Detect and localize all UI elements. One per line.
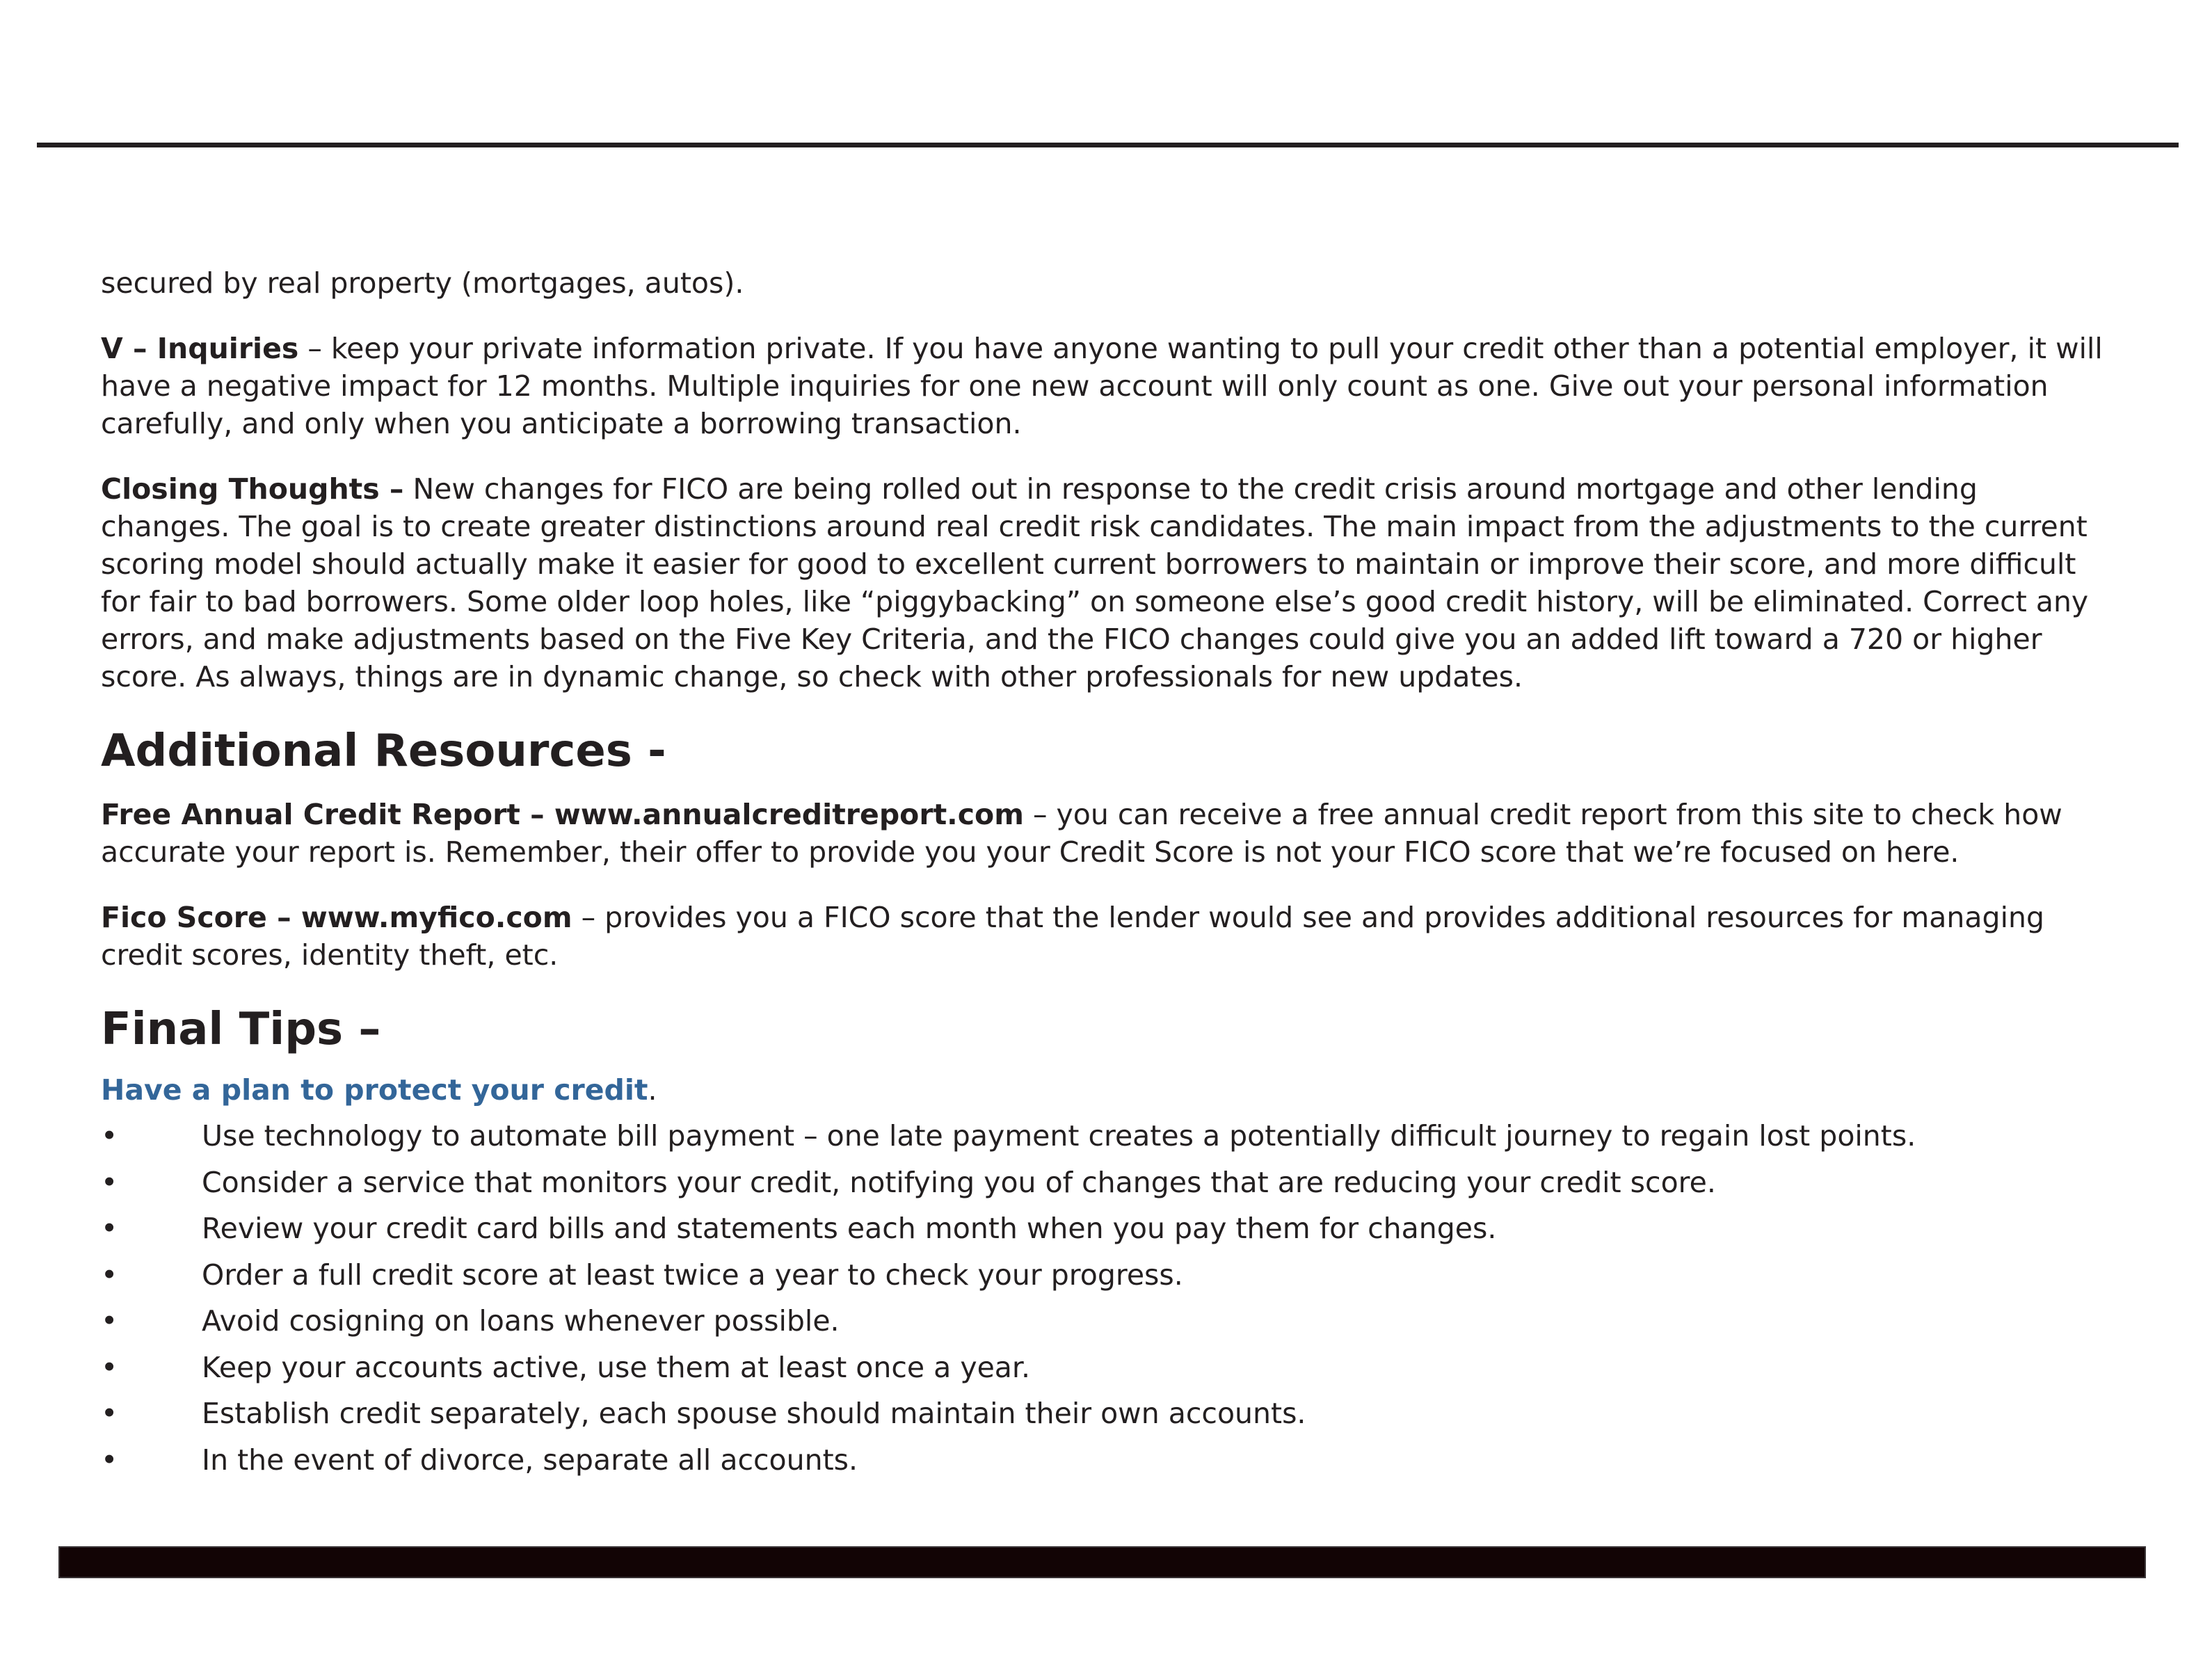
tip-item (101, 1390, 2111, 1437)
bullet-icon: • (101, 1258, 118, 1292)
resource-annual-credit-report-lead: Free Annual Credit Report – www.annualcreditreport.com (101, 798, 1024, 831)
closing-thoughts-lead: Closing Thoughts – (101, 472, 404, 506)
bullet-icon: • (101, 1304, 118, 1338)
tip-text: Establish credit separately, each spouse should maintain their own accounts. (202, 1397, 1306, 1430)
closing-thoughts-paragraph (101, 470, 2111, 696)
resource-annual-credit-report-text: – you can receive a free annual credit report from this site to check how accurate your report is. Remember, their offer to provide you your Credit Score is not your FICO score that we’re focused on here. (101, 798, 2062, 869)
closing-thoughts-text: New changes for FICO are being rolled out in response to the credit crisis around mortgage and other lending changes. The goal is to create greater distinctions around real credit risk candidates. The main impact from the adjustments to the current scoring model should actually make it easier for good to excellent current borrowers to maintain or improve their score, and more difficult for fair to bad borrowers. Some older loop holes, like “piggybacking” on someone else’s good credit history, will be eliminated. Correct any errors, and make adjustments based on the Five Key Criteria, and the FICO changes could give you an added lift toward a 720 or higher score. As always, things are in dynamic change, so check with other professionals for new updates. (101, 472, 2089, 693)
inquiries-paragraph (101, 330, 2111, 442)
header-rule (37, 143, 2179, 147)
tip-item (101, 1252, 2111, 1299)
resource-annual-credit-report (101, 796, 2111, 871)
plan-highlight: Have a plan to protect your credit (101, 1073, 648, 1107)
resource-fico-score-text: – provides you a FICO score that the lender would see and provides additional resources for managing credit scores, identity theft, etc. (101, 901, 2044, 972)
tip-item (101, 1160, 2111, 1206)
resource-fico-score (101, 899, 2111, 974)
page-content (101, 264, 2111, 1483)
tip-item (101, 1437, 2111, 1484)
plan-period: . (648, 1073, 657, 1107)
tip-item (101, 1113, 2111, 1160)
resource-fico-score-lead: Fico Score – www.myfico.com (101, 901, 572, 934)
tip-item (101, 1298, 2111, 1345)
tip-text: Order a full credit score at least twice a year to check your progress. (202, 1258, 1183, 1292)
inquiries-text: – keep your private information private. If you have anyone wanting to pull your credit other than a potential employer, it will have a negative impact for 12 months. Multiple inquiries for one new account will only count as one. Give out your personal information carefully, and only when you anticipate a borrowing transaction. (101, 332, 2103, 440)
bullet-icon: • (101, 1165, 118, 1199)
tip-item (101, 1205, 2111, 1252)
tip-item (101, 1345, 2111, 1391)
tip-text: Avoid cosigning on loans whenever possible. (202, 1304, 840, 1338)
footer-bar (58, 1546, 2146, 1578)
additional-resources-heading: Additional Resources - (101, 725, 666, 777)
tip-text: Keep your accounts active, use them at least once a year. (202, 1350, 1031, 1384)
bullet-icon: • (101, 1443, 118, 1477)
plan-line (101, 1071, 2111, 1109)
final-tips-heading: Final Tips – (101, 1004, 381, 1055)
final-tips-list (101, 1113, 2111, 1483)
inquiries-lead: V – Inquiries (101, 332, 299, 365)
tip-text: Use technology to automate bill payment – one late payment creates a potentially difficult journey to regain lost points. (202, 1119, 1916, 1153)
bullet-icon: • (101, 1350, 118, 1384)
tip-text: Review your credit card bills and statements each month when you pay them for changes. (202, 1212, 1497, 1245)
continuation-text: secured by real property (mortgages, autos). (101, 266, 744, 300)
bullet-icon: • (101, 1397, 118, 1430)
tip-text: Consider a service that monitors your credit, notifying you of changes that are reducing your credit score. (202, 1165, 1716, 1199)
bullet-icon: • (101, 1119, 118, 1153)
tip-text: In the event of divorce, separate all accounts. (202, 1443, 858, 1477)
bullet-icon: • (101, 1212, 118, 1245)
